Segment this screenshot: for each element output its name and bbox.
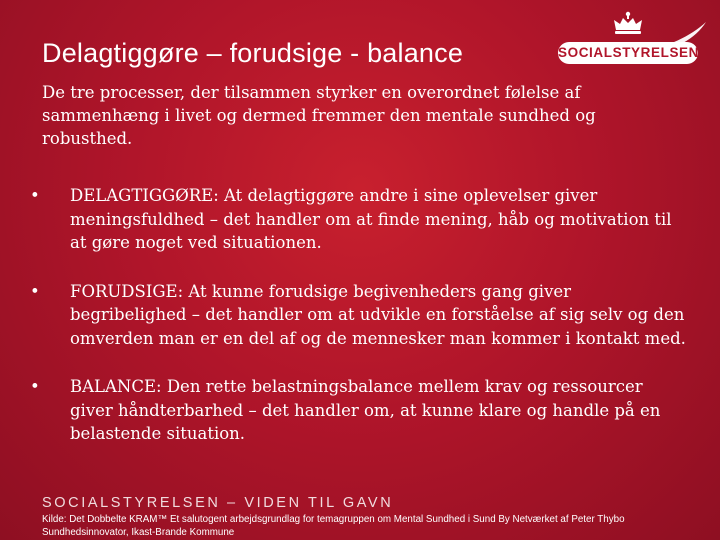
footer-brand: SOCIALSTYRELSEN – VIDEN TIL GAVN [42,495,394,511]
socialstyrelsen-logo [556,8,716,78]
bullet-item-forudsige [30,280,690,351]
intro-paragraph: De tre processer, der tilsammen styrker en overordnet følelse af sammenhæng i livet og dermed fremmer den mentale sundhed og robusthed. [42,83,596,148]
bullet-marker: • [30,186,40,205]
bullet-text: FORUDSIGE: At kunne forudsige begivenheders gang giver begribelighed – det handler om at udvikle en forståelse af sig selv og den omverden man er en del af og de mennesker man kommer i kontakt med. [70,281,686,348]
bullet-text: DELAGTIGGØRE: At delagtiggøre andre i sine oplevelser giver meningsfuldhed – det handler om at finde mening, håb og motivation til at gøre noget ved situationen. [70,186,672,252]
logo-wordmark: SOCIALSTYRELSEN [558,42,698,64]
bullet-text: BALANCE: Den rette belastningsbalance mellem krav og ressourcer giver håndterbarhed – det handler om, at kunne klare og handle på en belastende situation. [70,377,661,443]
source-citation: Kilde: Det Dobbelte KRAM™ Et salutogent arbejdsgrundlag for temagruppen om Mental Sundhed i Sund By Netværket af Peter Thybo Sundhedsinnovator, Ikast-Brande Kommune [42,514,625,538]
bullet-marker: • [30,377,40,396]
slide-title: Delagtiggøre – forudsige - balance [42,38,464,68]
bullet-item-delagtiggore [30,184,690,255]
bullet-marker: • [30,281,40,301]
bullet-item-balance [30,375,690,446]
bullet-list [30,184,690,471]
